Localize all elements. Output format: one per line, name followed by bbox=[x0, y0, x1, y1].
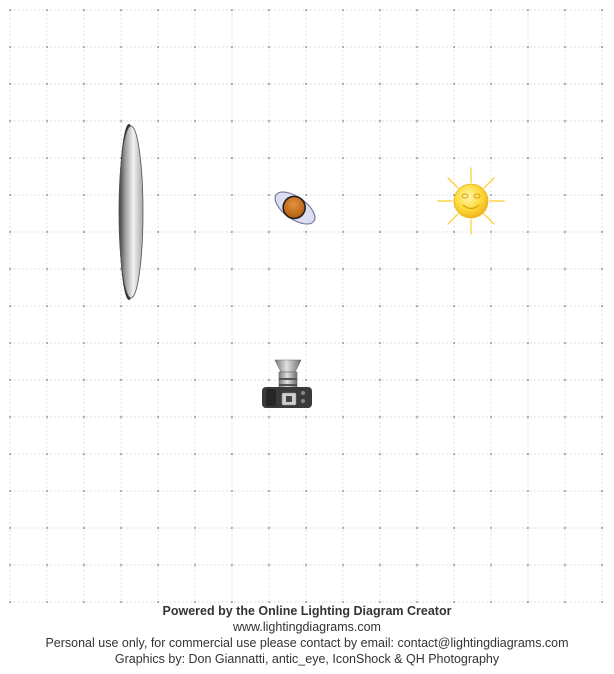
grid-dot bbox=[379, 120, 381, 122]
grid-dot bbox=[120, 83, 122, 85]
grid-dot bbox=[46, 453, 48, 455]
grid-dot bbox=[342, 453, 344, 455]
grid-dot bbox=[379, 157, 381, 159]
grid-dot bbox=[453, 9, 455, 11]
grid-dot bbox=[305, 416, 307, 418]
grid-dot bbox=[453, 527, 455, 529]
grid-dot bbox=[305, 490, 307, 492]
grid-dot bbox=[379, 83, 381, 85]
grid-dot bbox=[46, 342, 48, 344]
grid-dot bbox=[379, 46, 381, 48]
grid-dot bbox=[564, 46, 566, 48]
grid-dot bbox=[120, 564, 122, 566]
grid-dot bbox=[9, 157, 11, 159]
grid-dot bbox=[379, 342, 381, 344]
grid-dot bbox=[83, 231, 85, 233]
grid-dot bbox=[120, 379, 122, 381]
grid-dot bbox=[9, 527, 11, 529]
footer bbox=[0, 603, 614, 667]
grid-dot bbox=[194, 194, 196, 196]
grid-dot bbox=[564, 268, 566, 270]
grid-dot bbox=[342, 268, 344, 270]
grid-dot bbox=[453, 305, 455, 307]
grid-dot bbox=[453, 453, 455, 455]
grid-dot bbox=[564, 231, 566, 233]
grid-dot bbox=[120, 527, 122, 529]
grid-dot bbox=[157, 231, 159, 233]
grid-dot bbox=[564, 305, 566, 307]
grid-dot bbox=[453, 379, 455, 381]
grid-dot bbox=[379, 231, 381, 233]
grid-dot bbox=[305, 120, 307, 122]
grid-dot bbox=[527, 342, 529, 344]
grid-dot bbox=[601, 416, 603, 418]
grid-dot bbox=[9, 268, 11, 270]
grid-dot bbox=[379, 527, 381, 529]
grid-dot bbox=[268, 453, 270, 455]
grid-dot bbox=[83, 527, 85, 529]
grid-dot bbox=[157, 120, 159, 122]
grid-dot bbox=[9, 379, 11, 381]
grid-dot bbox=[416, 342, 418, 344]
grid-dot bbox=[231, 453, 233, 455]
grid-dot bbox=[416, 9, 418, 11]
grid-dot bbox=[194, 490, 196, 492]
grid-dot bbox=[305, 564, 307, 566]
grid-dot bbox=[490, 342, 492, 344]
grid-dot bbox=[379, 194, 381, 196]
grid-dot bbox=[46, 268, 48, 270]
grid-dot bbox=[46, 379, 48, 381]
grid-dot bbox=[490, 157, 492, 159]
grid-dot bbox=[379, 453, 381, 455]
grid-dot bbox=[379, 416, 381, 418]
grid-dot bbox=[601, 157, 603, 159]
grid-dot bbox=[601, 305, 603, 307]
grid-dot bbox=[194, 46, 196, 48]
grid-dot bbox=[46, 46, 48, 48]
grid-dot bbox=[46, 305, 48, 307]
grid-dot bbox=[9, 305, 11, 307]
grid-dot bbox=[194, 453, 196, 455]
grid-dot bbox=[83, 490, 85, 492]
grid-dot bbox=[564, 83, 566, 85]
grid-dot bbox=[490, 416, 492, 418]
grid-dot bbox=[46, 564, 48, 566]
grid-dot bbox=[379, 379, 381, 381]
grid-dot bbox=[601, 120, 603, 122]
grid-dot bbox=[527, 231, 529, 233]
grid-dot bbox=[601, 527, 603, 529]
grid-dot bbox=[490, 268, 492, 270]
grid-dot bbox=[342, 83, 344, 85]
grid-dot bbox=[564, 490, 566, 492]
grid-dot bbox=[157, 490, 159, 492]
grid-dot bbox=[564, 564, 566, 566]
grid-dot bbox=[83, 120, 85, 122]
grid-dot bbox=[305, 9, 307, 11]
grid-dot bbox=[83, 9, 85, 11]
grid-dot bbox=[194, 157, 196, 159]
grid-dot bbox=[268, 490, 270, 492]
grid-dot bbox=[305, 342, 307, 344]
grid-dot bbox=[342, 46, 344, 48]
grid-dot bbox=[83, 416, 85, 418]
grid-dot bbox=[601, 268, 603, 270]
grid-dot bbox=[9, 490, 11, 492]
grid-dot bbox=[416, 120, 418, 122]
grid-dot bbox=[83, 46, 85, 48]
grid-dot bbox=[231, 268, 233, 270]
grid-dot bbox=[194, 83, 196, 85]
grid-dot bbox=[305, 231, 307, 233]
grid-dot bbox=[231, 305, 233, 307]
grid-dot bbox=[9, 83, 11, 85]
grid-dot bbox=[231, 416, 233, 418]
grid-dot bbox=[601, 342, 603, 344]
grid-dot bbox=[231, 120, 233, 122]
grid-dot bbox=[453, 46, 455, 48]
grid-dot bbox=[120, 305, 122, 307]
sun-icon[interactable] bbox=[438, 168, 504, 234]
grid-dot bbox=[194, 416, 196, 418]
grid-dot bbox=[268, 527, 270, 529]
grid-dot bbox=[120, 490, 122, 492]
grid-dot bbox=[305, 194, 307, 196]
grid-dot bbox=[157, 194, 159, 196]
grid-dot bbox=[120, 9, 122, 11]
grid-dot bbox=[453, 157, 455, 159]
grid-dot bbox=[490, 379, 492, 381]
grid-dot bbox=[194, 268, 196, 270]
grid-dot bbox=[342, 305, 344, 307]
grid-dot bbox=[305, 83, 307, 85]
grid-dot bbox=[601, 83, 603, 85]
grid-dot bbox=[416, 379, 418, 381]
grid-dot bbox=[342, 527, 344, 529]
grid-dot bbox=[564, 527, 566, 529]
grid-dot bbox=[194, 379, 196, 381]
grid-dot bbox=[157, 453, 159, 455]
grid-dot bbox=[194, 120, 196, 122]
grid-dot bbox=[46, 231, 48, 233]
grid-dot bbox=[268, 268, 270, 270]
grid-dot bbox=[83, 564, 85, 566]
grid-dot bbox=[194, 231, 196, 233]
grid-dot bbox=[231, 527, 233, 529]
grid-dot bbox=[268, 342, 270, 344]
grid-dot bbox=[305, 268, 307, 270]
grid-dot bbox=[342, 231, 344, 233]
grid-dot bbox=[231, 9, 233, 11]
grid-dot bbox=[416, 83, 418, 85]
grid-dot bbox=[601, 453, 603, 455]
grid-dot bbox=[268, 231, 270, 233]
grid-dot bbox=[564, 9, 566, 11]
grid-dot bbox=[305, 453, 307, 455]
grid-dot bbox=[157, 527, 159, 529]
footer-license: Personal use only, for commercial use please contact by email: contact@lightingdiagrams.com bbox=[45, 636, 569, 650]
grid-dot bbox=[527, 305, 529, 307]
grid-dot bbox=[157, 305, 159, 307]
grid-dot bbox=[305, 157, 307, 159]
grid-dot bbox=[194, 9, 196, 11]
grid-dot bbox=[342, 416, 344, 418]
grid-dot bbox=[157, 83, 159, 85]
grid-dot bbox=[83, 305, 85, 307]
grid-dot bbox=[83, 157, 85, 159]
grid-dot bbox=[416, 453, 418, 455]
grid-dot bbox=[231, 157, 233, 159]
grid-dot bbox=[157, 268, 159, 270]
grid-dot bbox=[379, 490, 381, 492]
grid-dot bbox=[601, 9, 603, 11]
grid-dot bbox=[490, 9, 492, 11]
grid-dot bbox=[416, 194, 418, 196]
grid-dot bbox=[194, 564, 196, 566]
grid-dot bbox=[601, 231, 603, 233]
grid-dot bbox=[83, 268, 85, 270]
grid-dot bbox=[268, 9, 270, 11]
grid-dot bbox=[46, 120, 48, 122]
grid-dot bbox=[120, 46, 122, 48]
grid-dot bbox=[46, 194, 48, 196]
grid-dot bbox=[527, 527, 529, 529]
footer-credits: Graphics by: Don Giannatti, antic_eye, IconShock & QH Photography bbox=[114, 652, 500, 666]
grid-dot bbox=[527, 83, 529, 85]
grid-dot bbox=[416, 564, 418, 566]
grid-dot bbox=[490, 527, 492, 529]
grid-dot bbox=[46, 157, 48, 159]
grid-dot bbox=[490, 305, 492, 307]
grid-dot bbox=[231, 490, 233, 492]
grid-dot bbox=[601, 564, 603, 566]
grid-dot bbox=[305, 379, 307, 381]
grid-dot bbox=[268, 46, 270, 48]
grid-dot bbox=[231, 342, 233, 344]
grid-dot bbox=[490, 490, 492, 492]
grid-dot bbox=[9, 194, 11, 196]
grid-dot bbox=[564, 194, 566, 196]
grid-dot bbox=[601, 46, 603, 48]
camera-icon[interactable] bbox=[262, 360, 312, 408]
grid-dot bbox=[564, 453, 566, 455]
grid-dot bbox=[83, 379, 85, 381]
grid-dot bbox=[379, 564, 381, 566]
grid-dot bbox=[157, 379, 159, 381]
grid-dot bbox=[83, 453, 85, 455]
grid-dot bbox=[453, 342, 455, 344]
grid-dot bbox=[453, 120, 455, 122]
grid-dot bbox=[157, 342, 159, 344]
grid-dot bbox=[268, 157, 270, 159]
grid-dot bbox=[231, 83, 233, 85]
grid-dot bbox=[83, 194, 85, 196]
grid-dot bbox=[601, 490, 603, 492]
grid-dot bbox=[416, 231, 418, 233]
grid-dot bbox=[9, 120, 11, 122]
reflector-icon[interactable] bbox=[119, 124, 143, 300]
grid-dot bbox=[157, 157, 159, 159]
grid-dot bbox=[490, 564, 492, 566]
grid bbox=[9, 9, 604, 603]
grid-dot bbox=[231, 46, 233, 48]
grid-dot bbox=[527, 157, 529, 159]
grid-dot bbox=[231, 379, 233, 381]
footer-title: Powered by the Online Lighting Diagram Creator bbox=[162, 604, 452, 618]
grid-dot bbox=[416, 46, 418, 48]
grid-dot bbox=[416, 268, 418, 270]
grid-dot bbox=[83, 342, 85, 344]
grid-dot bbox=[194, 527, 196, 529]
grid-dot bbox=[46, 83, 48, 85]
grid-dot bbox=[157, 416, 159, 418]
grid-dot bbox=[46, 9, 48, 11]
grid-dot bbox=[379, 305, 381, 307]
grid-dot bbox=[9, 9, 11, 11]
grid-dot bbox=[305, 527, 307, 529]
subject-icon[interactable] bbox=[270, 186, 320, 230]
grid-dot bbox=[490, 46, 492, 48]
grid-dot bbox=[268, 379, 270, 381]
grid-dot bbox=[453, 83, 455, 85]
grid-dot bbox=[9, 564, 11, 566]
grid-dot bbox=[527, 416, 529, 418]
grid-dot bbox=[342, 157, 344, 159]
grid-dot bbox=[120, 120, 122, 122]
grid-dot bbox=[157, 46, 159, 48]
grid-dot bbox=[268, 194, 270, 196]
grid-dot bbox=[342, 9, 344, 11]
grid-dot bbox=[9, 342, 11, 344]
grid-dot bbox=[527, 453, 529, 455]
grid-dot bbox=[453, 490, 455, 492]
grid-dot bbox=[46, 490, 48, 492]
grid-dot bbox=[342, 342, 344, 344]
grid-dot bbox=[157, 9, 159, 11]
grid-dot bbox=[490, 231, 492, 233]
grid-dot bbox=[268, 83, 270, 85]
grid-dot bbox=[601, 194, 603, 196]
grid-dot bbox=[9, 416, 11, 418]
grid-dot bbox=[490, 120, 492, 122]
grid-dot bbox=[268, 120, 270, 122]
footer-website[interactable]: www.lightingdiagrams.com bbox=[233, 620, 381, 634]
grid-dot bbox=[268, 305, 270, 307]
grid-dot bbox=[601, 379, 603, 381]
grid-dot bbox=[379, 268, 381, 270]
grid-dot bbox=[194, 342, 196, 344]
grid-dot bbox=[120, 416, 122, 418]
grid-dot bbox=[453, 268, 455, 270]
grid-dot bbox=[9, 453, 11, 455]
grid-dot bbox=[46, 527, 48, 529]
grid-dot bbox=[9, 46, 11, 48]
grid-dot bbox=[564, 379, 566, 381]
grid-dot bbox=[231, 194, 233, 196]
grid-dot bbox=[527, 194, 529, 196]
grid-dot bbox=[342, 564, 344, 566]
grid-dot bbox=[453, 564, 455, 566]
grid-dot bbox=[527, 120, 529, 122]
grid-dot bbox=[120, 453, 122, 455]
grid-dot bbox=[490, 453, 492, 455]
grid-dot bbox=[490, 83, 492, 85]
grid-dot bbox=[157, 564, 159, 566]
grid-dot bbox=[305, 46, 307, 48]
grid-dot bbox=[453, 416, 455, 418]
grid-dot bbox=[342, 120, 344, 122]
grid-dot bbox=[564, 157, 566, 159]
grid-dot bbox=[564, 342, 566, 344]
grid-dot bbox=[416, 527, 418, 529]
grid-dot bbox=[416, 157, 418, 159]
grid-dot bbox=[342, 379, 344, 381]
grid-dot bbox=[342, 194, 344, 196]
grid-dot bbox=[527, 379, 529, 381]
grid-dot bbox=[268, 416, 270, 418]
grid-dot bbox=[120, 342, 122, 344]
grid-dot bbox=[416, 416, 418, 418]
grid-dot bbox=[527, 564, 529, 566]
grid-dot bbox=[564, 120, 566, 122]
grid-dot bbox=[453, 231, 455, 233]
grid-dot bbox=[268, 564, 270, 566]
grid-dot bbox=[194, 305, 196, 307]
grid-dot bbox=[527, 9, 529, 11]
grid-dot bbox=[527, 268, 529, 270]
grid-dot bbox=[564, 416, 566, 418]
grid-dot bbox=[305, 305, 307, 307]
grid-dot bbox=[9, 231, 11, 233]
grid-dot bbox=[231, 564, 233, 566]
grid-dot bbox=[379, 9, 381, 11]
grid-dot bbox=[490, 194, 492, 196]
grid-dot bbox=[83, 83, 85, 85]
grid-dot bbox=[46, 416, 48, 418]
grid-dot bbox=[527, 490, 529, 492]
grid-dot bbox=[342, 490, 344, 492]
grid-dot bbox=[416, 305, 418, 307]
grid-dot bbox=[416, 490, 418, 492]
grid-dot bbox=[231, 231, 233, 233]
grid-dot bbox=[527, 46, 529, 48]
